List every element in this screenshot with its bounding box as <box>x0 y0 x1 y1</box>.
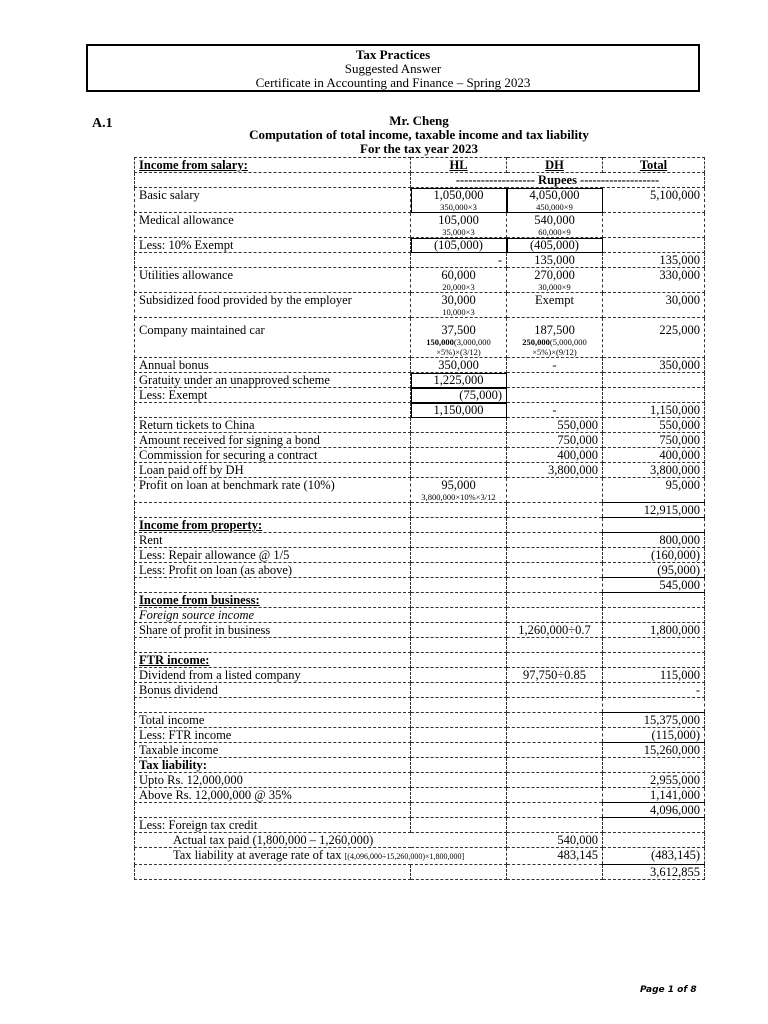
table-row: Income from business: <box>135 593 705 608</box>
table-row: Share of profit in business 1,260,000÷0.7 1,800,000 <box>135 623 705 638</box>
table-row: Less: 10% Exempt (105,000) (405,000) <box>135 238 705 253</box>
col-hl: HL <box>411 158 507 173</box>
table-row: Income from property: <box>135 518 705 533</box>
header-box <box>86 44 700 92</box>
table-row: Company maintained car 37,500 150,000(3,000,000 ×5%)×(3/12) 187,500 250,000(5,000,000 ×5%)×(9/12) 225,000 <box>135 318 705 358</box>
table-row: Above Rs. 12,000,000 @ 35% 1,141,000 <box>135 788 705 803</box>
tax-period: For the tax year 2023 <box>360 141 478 156</box>
table-row <box>135 173 705 188</box>
col-dh: DH <box>507 158 603 173</box>
table-row: Return tickets to China 550,000 550,000 <box>135 418 705 433</box>
question-number: A.1 <box>92 116 113 131</box>
tax-computation-table <box>134 157 705 880</box>
header-course: Certificate in Accounting and Finance – Spring 2023 <box>255 75 531 90</box>
table-row: 4,096,000 <box>135 803 705 818</box>
salary-heading: Income from salary: <box>135 158 411 173</box>
table-row: Medical allowance 105,000 35,000×3 540,000 60,000×9 <box>135 213 705 238</box>
table-row: Amount received for signing a bond 750,000 750,000 <box>135 433 705 448</box>
table-row: 1,150,000 - 1,150,000 <box>135 403 705 418</box>
header-subtitle: Suggested Answer <box>344 61 442 76</box>
final-tax-liability: 3,612,855 <box>603 865 705 880</box>
table-row: Less: Profit on loan (as above) (95,000) <box>135 563 705 578</box>
table-row <box>135 638 705 653</box>
taxpayer-name: Mr. Cheng <box>389 113 449 128</box>
table-row <box>135 698 705 713</box>
page-number: Page 1 of 8 <box>640 985 697 995</box>
table-row: Basic salary 1,050,000 350,000×3 4,050,000 450,000×9 5,100,000 <box>135 188 705 213</box>
table-row: - 135,000 135,000 <box>135 253 705 268</box>
table-row: Foreign source income <box>135 608 705 623</box>
table-row: Annual bonus 350,000 - 350,000 <box>135 358 705 373</box>
table-row: Profit on loan at benchmark rate (10%) 95,000 3,800,000×10%×3/12 95,000 <box>135 478 705 503</box>
table-row <box>135 865 705 880</box>
table-row: Commission for securing a contract 400,000 400,000 <box>135 448 705 463</box>
table-row: Upto Rs. 12,000,000 2,955,000 <box>135 773 705 788</box>
table-row: Rent 800,000 <box>135 533 705 548</box>
table-row: Total income 15,375,000 <box>135 713 705 728</box>
table-row: Gratuity under an unapproved scheme 1,225,000 <box>135 373 705 388</box>
table-row: Less: Foreign tax credit <box>135 818 705 833</box>
rupees-label: ------------------- Rupees ------------------- <box>411 173 705 188</box>
table-row: Actual tax paid (1,800,000 – 1,260,000) 540,000 <box>135 833 705 848</box>
table-row: Tax liability: <box>135 758 705 773</box>
table-row: FTR income: <box>135 653 705 668</box>
salary-total: 12,915,000 <box>603 503 705 518</box>
header-title: Tax Practices <box>355 47 431 62</box>
table-row: Utilities allowance 60,000 20,000×3 270,000 30,000×9 330,000 <box>135 268 705 293</box>
table-row: Less: Exempt (75,000) <box>135 388 705 403</box>
table-header-row <box>135 158 705 173</box>
table-row: Less: FTR income (115,000) <box>135 728 705 743</box>
table-row: Subsidized food provided by the employer 30,000 10,000×3 Exempt 30,000 <box>135 293 705 318</box>
col-total: Total <box>603 158 705 173</box>
table-row: Less: Repair allowance @ 1/5 (160,000) <box>135 548 705 563</box>
table-row <box>135 503 705 518</box>
table-row: 545,000 <box>135 578 705 593</box>
table-row: Dividend from a listed company 97,750÷0.85 115,000 <box>135 668 705 683</box>
table-row: Tax liability at average rate of tax [(4,096,000÷15,260,000)×1,800,000] 483,145 (483,145) <box>135 848 705 865</box>
table-row: Loan paid off by DH 3,800,000 3,800,000 <box>135 463 705 478</box>
computation-heading: Computation of total income, taxable income and tax liability <box>249 127 589 142</box>
table-row: Bonus dividend - <box>135 683 705 698</box>
table-row: Taxable income 15,260,000 <box>135 743 705 758</box>
question-titles <box>134 114 704 156</box>
